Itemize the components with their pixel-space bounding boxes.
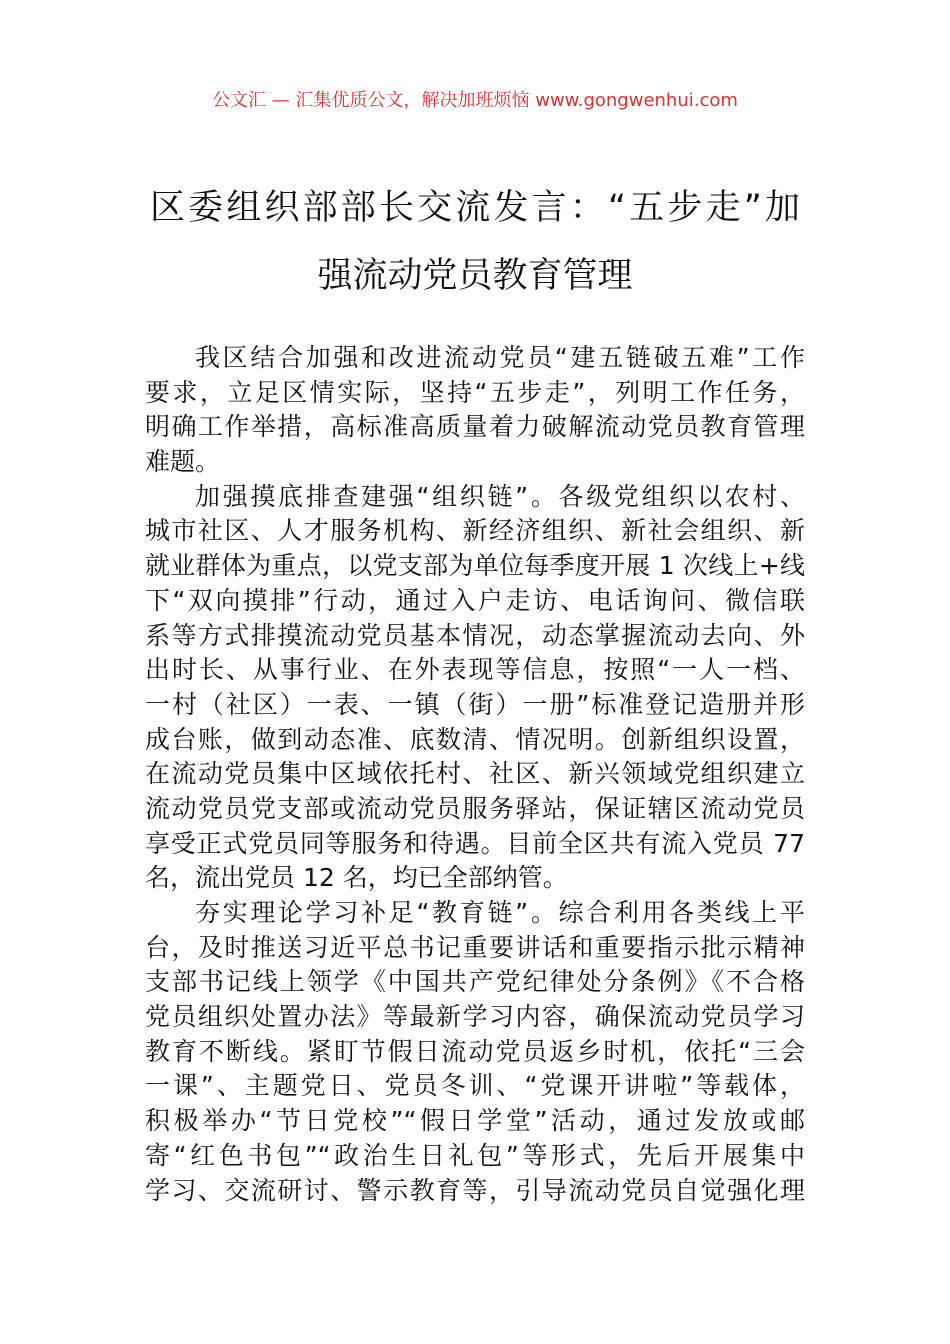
paragraph-line: 要求，立足区情实际，坚持“五步走”，列明工作任务， bbox=[145, 377, 805, 407]
paragraph-line: 党员组织处置办法》等最新学习内容，确保流动党员学习 bbox=[145, 1002, 805, 1032]
paragraph-line: 城市社区、人才服务机构、新经济组织、新社会组织、新 bbox=[145, 516, 805, 546]
paragraph bbox=[145, 341, 805, 480]
paragraph-line: 名，流出党员 12 名，均已全部纳管。 bbox=[145, 863, 568, 893]
paragraph-line: 寄“红色书包”“政治生日礼包”等形式，先后开展集中 bbox=[145, 1140, 805, 1170]
paragraph-line: 流动党员党支部或流动党员服务驿站，保证辖区流动党员 bbox=[145, 793, 805, 823]
paragraph-line: 加强摸底排查建强“组织链”。各级党组织以农村、 bbox=[195, 481, 805, 511]
paragraph-line: 成台账，做到动态准、底数清、情况明。创新组织设置， bbox=[145, 724, 805, 754]
paragraph-line: 支部书记线上领学《中国共产党纪律处分条例》《不合格 bbox=[145, 967, 805, 997]
paragraph-line: 在流动党员集中区域依托村、社区、新兴领域党组织建立 bbox=[145, 759, 805, 789]
paragraph-line: 积极举办“节日党校”“假日学堂”活动，通过发放或邮 bbox=[145, 1106, 805, 1136]
watermark-header: 公文汇 — 汇集优质公文，解决加班烦恼 www.gongwenhui.com bbox=[212, 90, 738, 111]
paragraph-line: 一课”、主题党日、党员冬训、“党课开讲啦”等载体， bbox=[145, 1071, 805, 1101]
paragraph-line: 难题。 bbox=[145, 447, 221, 477]
paragraph-line: 我区结合加强和改进流动党员“建五链破五难”工作 bbox=[195, 343, 805, 372]
paragraph bbox=[145, 480, 805, 896]
paragraph bbox=[145, 896, 805, 1208]
document-body bbox=[145, 341, 805, 1208]
paragraph-line: 明确工作举措，高标准高质量着力破解流动党员教育管理 bbox=[145, 412, 805, 442]
paragraph-line: 系等方式排摸流动党员基本情况，动态掌握流动去向、外 bbox=[145, 620, 805, 650]
paragraph-line: 学习、交流研讨、警示教育等，引导流动党员自觉强化理 bbox=[145, 1175, 805, 1205]
paragraph-line: 台，及时推送习近平总书记重要讲话和重要指示批示精神 bbox=[145, 932, 805, 962]
document-title-line-2: 强流动党员教育管理 bbox=[317, 256, 633, 296]
paragraph-line: 出时长、从事行业、在外表现等信息，按照“一人一档、 bbox=[145, 655, 805, 685]
paragraph-line: 夯实理论学习补足“教育链”。综合利用各类线上平 bbox=[195, 898, 805, 927]
paragraph-line: 教育不断线。紧盯节假日流动党员返乡时机，依托“三会 bbox=[145, 1036, 805, 1066]
paragraph-line: 下“双向摸排”行动，通过入户走访、电话询问、微信联 bbox=[145, 585, 805, 615]
paragraph-line: 享受正式党员同等服务和待遇。目前全区共有流入党员 77 bbox=[145, 828, 805, 858]
paragraph-line: 就业群体为重点，以党支部为单位每季度开展 1 次线上+线 bbox=[145, 551, 805, 581]
paragraph-line: 一村（社区）一表、一镇（街）一册”标准登记造册并形 bbox=[145, 689, 805, 719]
document-title-line-1: 区委组织部部长交流发言：“五步走”加 bbox=[150, 188, 800, 228]
